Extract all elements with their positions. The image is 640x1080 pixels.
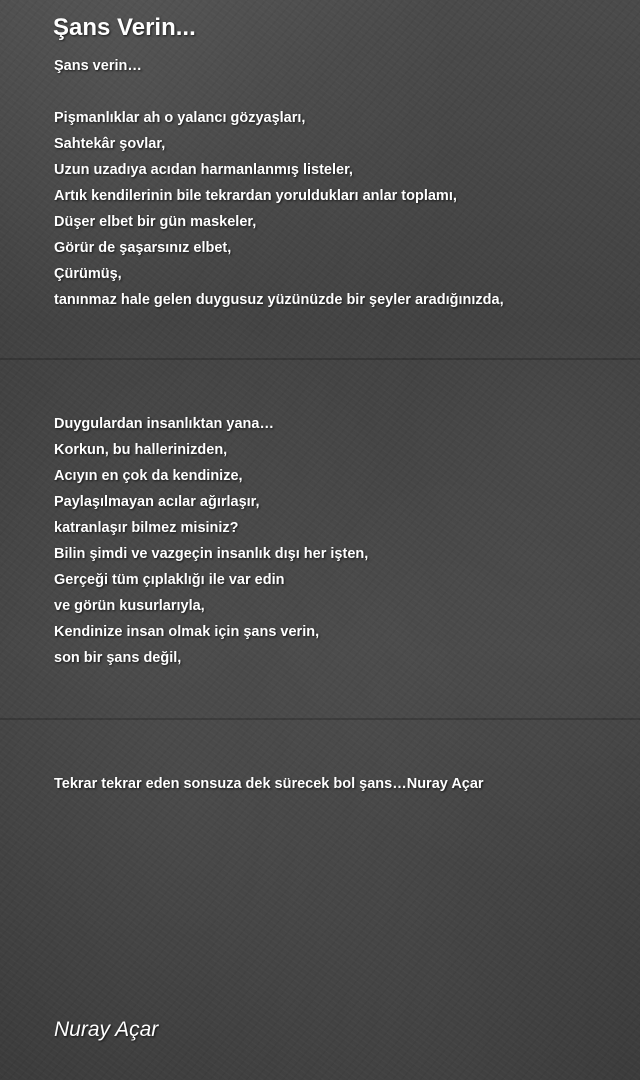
poem-line: katranlaşır bilmez misiniz? — [54, 520, 239, 536]
poem-line: Korkun, bu hallerinizden, — [54, 442, 228, 458]
poem-line: Artık kendilerinin bile tekrardan yoruldukları anlar toplamı, — [54, 188, 457, 204]
poem-line: Uzun uzadıya acıdan harmanlanmış listeler, — [54, 162, 353, 178]
stanza-3 — [54, 771, 624, 797]
stanza-2 — [54, 411, 624, 671]
poem-line: Pişmanlıklar ah o yalancı gözyaşları, — [54, 110, 306, 126]
poem-line: ve görün kusurlarıyla, — [54, 598, 205, 614]
poem-line: Görür de şaşarsınız elbet, — [54, 240, 232, 256]
stanza-spacer — [54, 79, 624, 105]
poem-line: son bir şans değil, — [54, 650, 182, 666]
poem-line: tanınmaz hale gelen duygusuz yüzünüzde bir şeyler aradığınızda, — [54, 292, 504, 308]
author-signature: Nuray Açar — [54, 1018, 159, 1041]
poem-line: Düşer elbet bir gün maskeler, — [54, 214, 257, 230]
poem-line: Duygulardan insanlıktan yana… — [54, 416, 274, 432]
poem-line: Şans verin… — [54, 58, 142, 74]
stanza-1 — [54, 53, 624, 313]
poem-line: Tekrar tekrar eden sonsuza dek sürecek bol şans…Nuray Açar — [54, 776, 484, 792]
poem-line: Acıyın en çok da kendinize, — [54, 468, 243, 484]
poem-line: Sahtekâr şovlar, — [54, 136, 166, 152]
poem-line: Bilin şimdi ve vazgeçin insanlık dışı her işten, — [54, 546, 369, 562]
band-divider — [0, 358, 640, 360]
poem-line: Kendinize insan olmak için şans verin, — [54, 624, 320, 640]
poem-line: Paylaşılmayan acılar ağırlaşır, — [54, 494, 260, 510]
poem-line: Çürümüş, — [54, 266, 122, 282]
band-divider — [0, 718, 640, 720]
poem-title: Şans Verin... — [53, 14, 196, 41]
poem-line: Gerçeği tüm çıplaklığı ile var edin — [54, 572, 285, 588]
